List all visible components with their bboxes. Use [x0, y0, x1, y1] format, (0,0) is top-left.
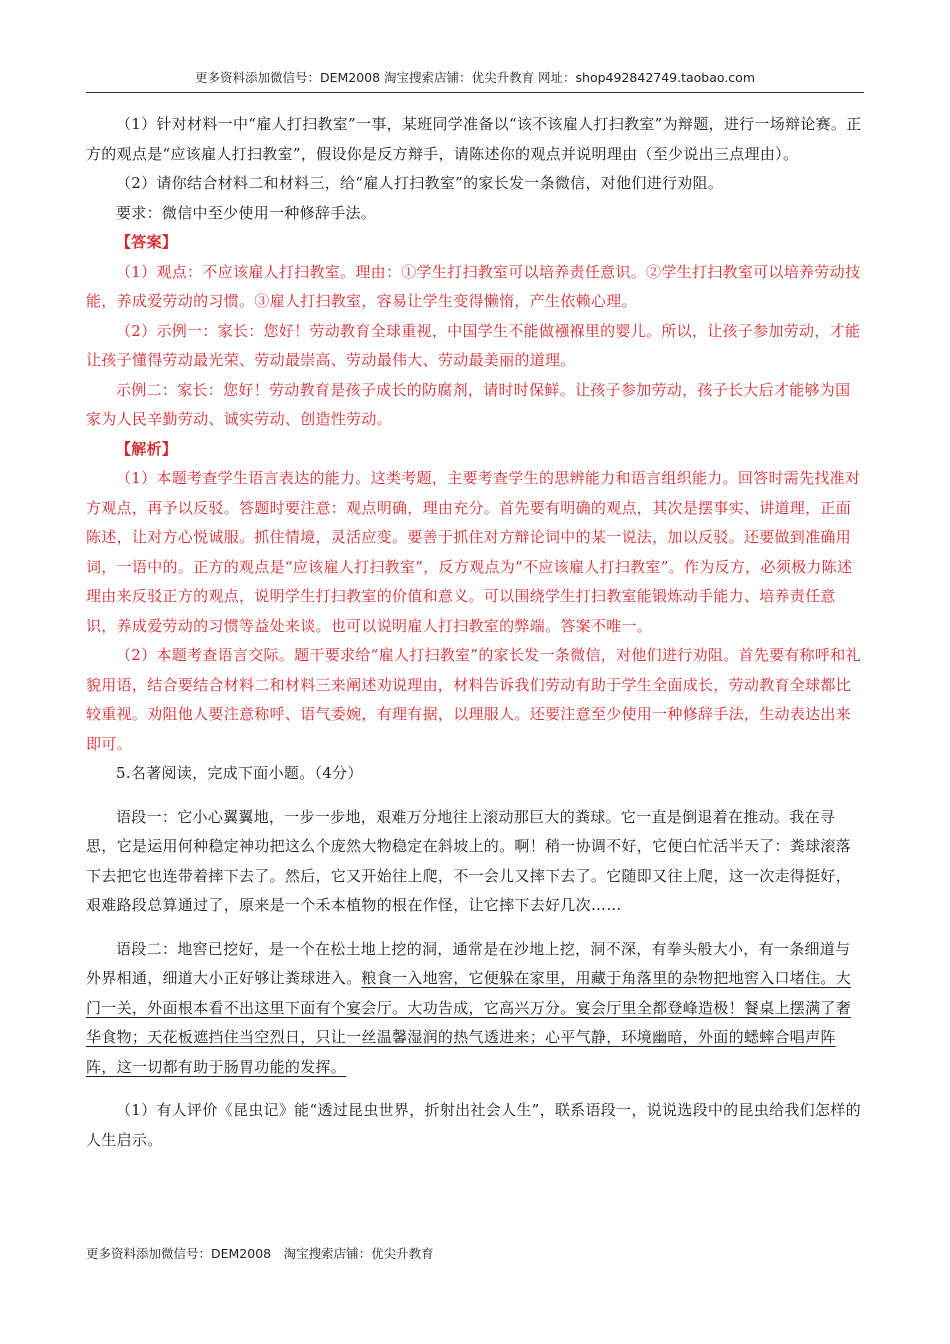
analysis-1: （1）本题考查学生语言表达的能力。这类考题，主要考查学生的思辨能力和语言组织能力。回答时需先找准对方观点，再予以反驳。答题时要注意：观点明确，理由充分。首先要有明确的观点，其次是摆事实、讲道理，正面陈述，让对方心悦诚服。抓住情境，灵活应变。要善于抓住对方辩论词中的某一说法，加以反驳。还要做到准确用词，一语中的。正方的观点是“应该雇人打扫教室”，反方观点为“不应该雇人打扫教室”。作为反方，必须极力陈述理由来反驳正方的观点，说明学生打扫教室的价值和意义。可以围绕学生打扫教室能锻炼动手能力、培养责任意识，养成爱劳动的习惯等益处来谈。也可以说明雇人打扫教室的弊端。答案不唯一。: [86, 469, 861, 635]
question-5: 5.名著阅读，完成下面小题。（4分）: [116, 764, 363, 782]
passage-1: 语段一：它小心翼翼地，一步一步地，艰难万分地往上滚动那巨大的粪球。它一直是倒退着在推动。我在寻思，它是运用何种稳定神功把这么个庞然大物稳定在斜坡上的。啊！稍一协调不好，它便白忙活半天了：粪球滚落下去把它也连带着摔下去了。然后，它又开始往上爬，不一会儿又摔下去了。它随即又往上爬，这一次走得挺好，艰难路段总算通过了，原来是一个禾本植物的根在作怪，让它摔下去好几次……: [86, 807, 852, 914]
question-5-1: （1）有人评价《昆虫记》能“透过昆虫世界，折射出社会人生”，联系语段一，说说选段中的昆虫给我们怎样的人生启示。: [86, 1101, 861, 1149]
answer-label: 【答案】: [116, 233, 178, 251]
analysis-label: 【解析】: [116, 439, 178, 458]
requirement: 要求：微信中至少使用一种修辞手法。: [116, 203, 377, 222]
page-header: 更多资料添加微信号：DEM2008 淘宝搜索店铺：优尖升教育 网址：shop492842749.taobao.com: [86, 68, 864, 93]
document-body: [86, 110, 864, 1155]
question-1: （1）针对材料一中“雇人打扫教室”一事，某班同学准备以“该不该雇人打扫教室”为辩题，进行一场辩论赛。正方的观点是“应该雇人打扫教室”，假设你是反方辩手，请陈述你的观点并说明理由（至少说出三点理由）。: [86, 115, 862, 163]
answer-2: （2）示例一：家长：您好！劳动教育全球重视，中国学生不能做襁褓里的婴儿。所以，让孩子参加劳动，才能让孩子懂得劳动最光荣、劳动最崇高、劳动最伟大、劳动最美丽的道理。: [86, 321, 861, 369]
passage-2-plain: 语段二：地窖已挖好，是一个在松土地上挖的洞，通常是在沙地上挖，洞不深，有拳头般大小，有一条细道与外界相通，细道大小正好够让粪球进入。: [86, 939, 851, 987]
analysis-2: （2）本题考查语言交际。题干要求给“雇人打扫教室”的家长发一条微信，对他们进行劝阻。首先要有称呼和礼貌用语，结合要结合材料二和材料三来阐述劝说理由，材料告诉我们劳动有助于学生全面成长，劳动教育全球都比较重视。劝阻他人要注意称呼、语气委婉，有理有据，以理服人。还要注意至少使用一种修辞手法，生动表达出来即可。: [86, 646, 861, 753]
page-footer: 更多资料添加微信号：DEM2008 淘宝搜索店铺：优尖升教育: [86, 1246, 434, 1261]
answer-1: （1）观点：不应该雇人打扫教室。理由：①学生打扫教室可以培养责任意识。②学生打扫教室可以培养劳动技能，养成爱劳动的习惯。③雇人打扫教室，容易让学生变得懒惰，产生依赖心理。: [86, 262, 861, 310]
answer-3: 示例二：家长：您好！劳动教育是孩子成长的防腐剂，请时时保鲜。让孩子参加劳动，孩子长大后才能够为国家为人民辛勤劳动、诚实劳动、创造性劳动。: [86, 380, 851, 428]
passage-2-underlined: 粮食一入地窖，它便躲在家里，用藏于角落里的杂物把地窖入口堵住。大门一关，外面根本看不出这里下面有个宴会厅。大功告成，它高兴万分。宴会厅里全都登峰造极！餐桌上摆满了奢华食物；天花板遮挡住当空烈日，只让一丝温馨湿润的热气透进来；心平气静，环境幽暗，外面的蟋蟀合唱声阵阵，这一切都有助于肠胃功能的发挥。: [86, 969, 852, 1076]
passage-2: [86, 935, 864, 1083]
question-2: （2）请你结合材料二和材料三，给“雇人打扫教室”的家长发一条微信，对他们进行劝阻。: [116, 174, 724, 192]
